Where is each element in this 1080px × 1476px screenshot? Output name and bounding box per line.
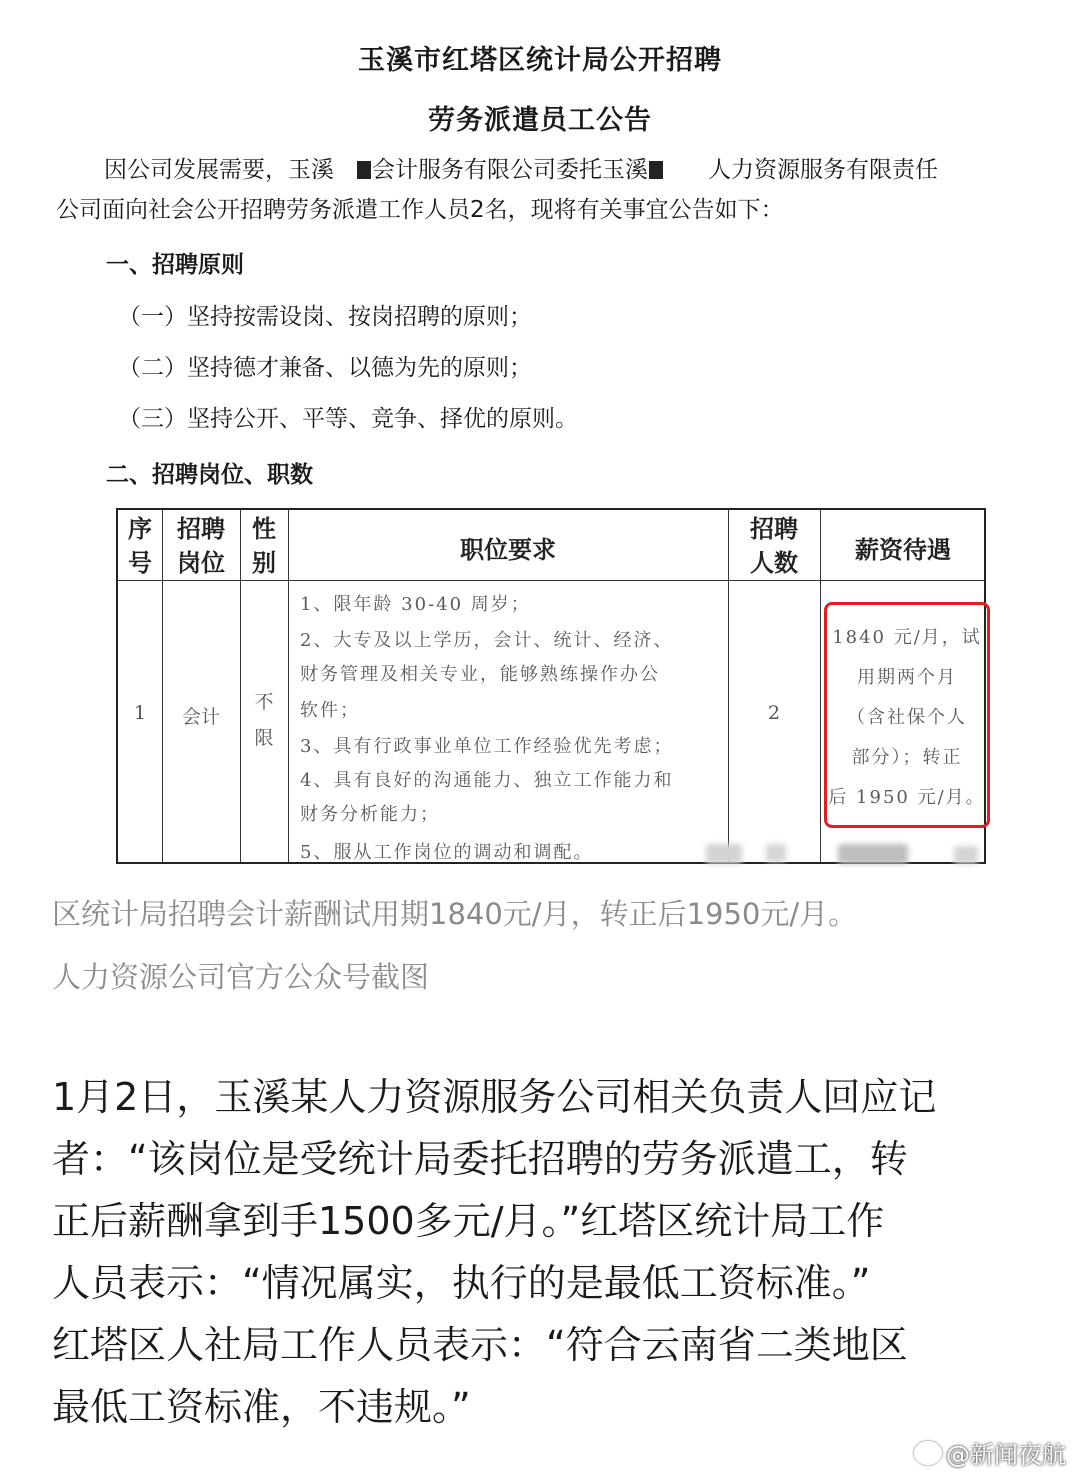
cell-gender: 不 限: [254, 691, 274, 749]
salary-line: （含社保个人: [847, 707, 967, 728]
recruitment-table: [116, 508, 986, 864]
article-line: 1月2日，玉溪某人力资源服务公司相关负责人回应记: [52, 1075, 937, 1119]
intro-paragraph-line1: [56, 150, 1036, 190]
weibo-icon: [914, 1441, 942, 1465]
salary-line: 部分）；转正: [851, 747, 963, 768]
principle-item: （一）坚持按需设岗、按岗招聘的原则；: [118, 304, 532, 330]
article-line: 红塔区人社局工作人员表示：“符合云南省二类地区: [52, 1323, 908, 1367]
intro-text-a: 因公司发展需要，玉溪: [104, 157, 334, 183]
watermark-text: @新闻夜航: [946, 1441, 1066, 1469]
article-body: [52, 1066, 1032, 1438]
principle-item: （三）坚持公开、平等、竞争、择优的原则。: [118, 406, 578, 432]
header-salary: 薪资待遇: [855, 535, 951, 564]
article-line: 者：“该岗位是受统计局委托招聘的劳务派遣工，转: [52, 1137, 908, 1181]
cell-position: 会计: [181, 706, 220, 728]
header-count: 招聘 人数: [750, 514, 798, 577]
source-watermark: [914, 1435, 1066, 1470]
cell-no: 1: [133, 702, 147, 724]
intro-text-c: 人力资源服务有限责任: [708, 157, 938, 183]
article-line: 正后薪酬拿到手1500多元/月。”红塔区统计局工作: [52, 1199, 885, 1243]
header-gender: 性 别: [252, 514, 276, 577]
image-caption-line1: 区统计局招聘会计薪酬试用期1840元/月，转正后1950元/月。: [52, 897, 858, 931]
salary-line: 用期两个月: [857, 667, 957, 688]
redaction-mark: [649, 161, 663, 179]
section-heading-positions: 二、招聘岗位、职数: [106, 462, 313, 488]
requirement-line: 1、限年龄 30-40 周岁；: [300, 594, 531, 615]
redaction-mark: [357, 161, 371, 179]
article-line: 最低工资标准，不违规。”: [52, 1385, 471, 1429]
document-title-line2: 劳务派遣员工公告: [428, 105, 652, 136]
blurred-overlay: [706, 844, 742, 864]
blurred-overlay: [838, 844, 908, 864]
requirement-line: 5、服从工作岗位的调动和调配。: [300, 842, 594, 863]
header-no: 序 号: [128, 514, 152, 577]
blurred-overlay: [766, 844, 786, 862]
intro-text-b: 会计服务有限公司委托玉溪: [372, 157, 648, 183]
document-title-line1: 玉溪市红塔区统计局公开招聘: [358, 45, 722, 76]
blurred-overlay: [954, 846, 978, 864]
requirement-line: 3、具有行政事业单位工作经验优先考虑；: [300, 736, 674, 757]
requirement-line: 2、大专及以上学历，会计、统计、经济、: [300, 630, 674, 651]
intro-paragraph-line2: 公司面向社会公开招聘劳务派遣工作人员2名，现将有关事宜公告如下：: [56, 197, 784, 223]
article-line: 人员表示：“情况属实，执行的是最低工资标准。”: [52, 1261, 871, 1305]
requirement-line: 财务管理及相关专业，能够熟练操作办公: [300, 664, 660, 685]
salary-line: 后 1950 元/月。: [828, 787, 986, 808]
requirement-line: 4、具有良好的沟通能力、独立工作能力和: [300, 770, 674, 791]
header-position: 招聘 岗位: [177, 514, 225, 577]
section-heading-principles: 一、招聘原则: [106, 252, 244, 278]
cell-count: 2: [767, 702, 781, 724]
requirement-line: 财务分析能力；: [300, 804, 440, 825]
principle-item: （二）坚持德才兼备、以德为先的原则；: [118, 355, 532, 381]
requirement-line: 软件；: [300, 700, 360, 721]
salary-line: 1840 元/月，试: [832, 627, 982, 648]
salary-highlight-box: [824, 602, 990, 828]
image-caption-line2: 人力资源公司官方公众号截图: [52, 960, 430, 994]
header-requirements: 职位要求: [460, 535, 556, 564]
